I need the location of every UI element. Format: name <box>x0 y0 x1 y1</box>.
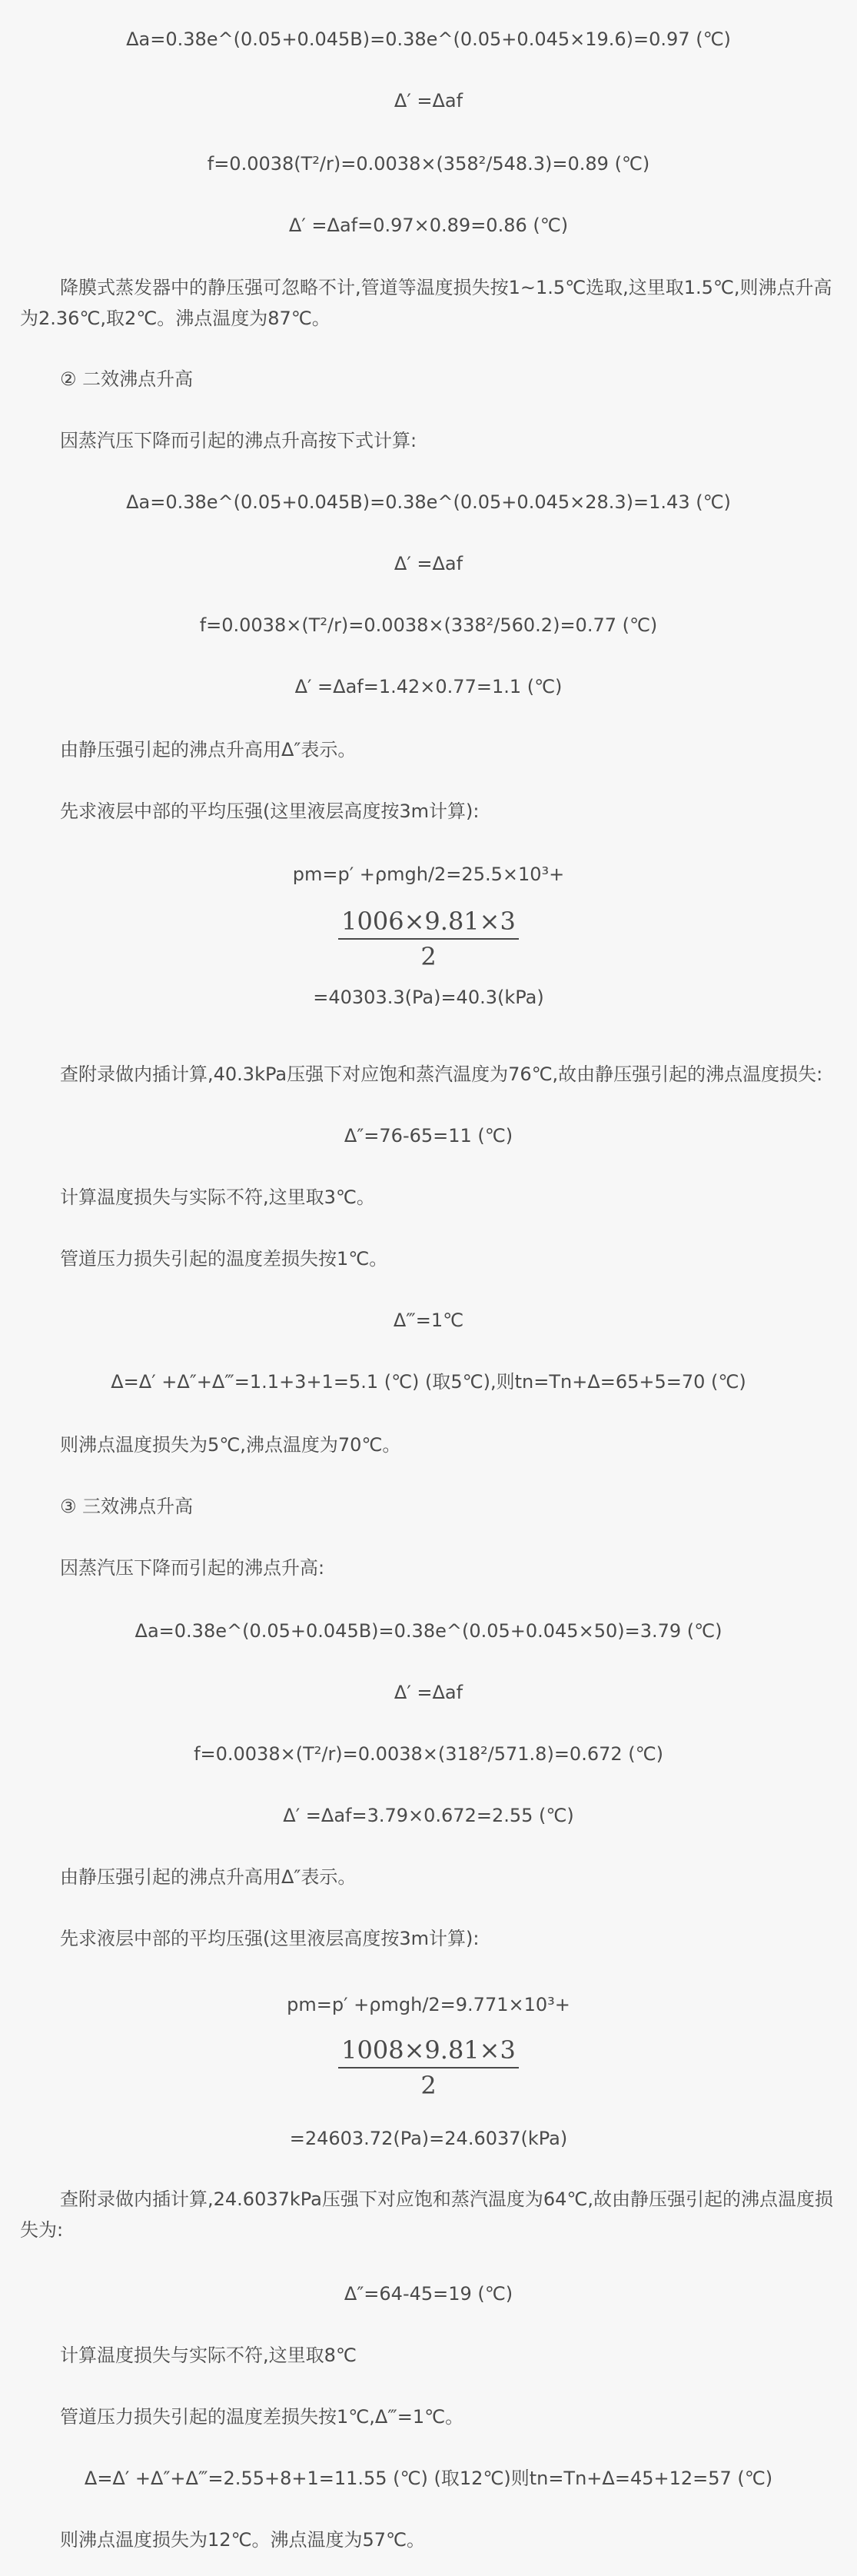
paragraph-interpolation-3: 查附录做内插计算,24.6037kPa压强下对应饱和蒸汽温度为64℃,故由静压强引起的沸点温度损失为: <box>20 2188 833 2241</box>
equation-delta-double-prime-2: Δ″=76-65=11 (℃) <box>344 1125 513 1147</box>
fraction-2 <box>0 2035 857 2102</box>
equation-f-2: f=0.0038×(T²/r)=0.0038×(338²/560.2)=0.77 (℃) <box>199 614 658 636</box>
equation-delta-prime-2: Δ′ =Δaf <box>394 553 463 574</box>
equation-delta-triple-prime-2: Δ‴=1℃ <box>393 1310 464 1331</box>
paragraph-pipe-loss-3: 管道压力损失引起的温度差损失按1℃,Δ‴=1℃。 <box>60 2406 464 2428</box>
section-heading-third-effect: ③ 三效沸点升高 <box>60 1496 194 1517</box>
paragraph-pipe-loss-2: 管道压力损失引起的温度差损失按1℃。 <box>60 1248 388 1270</box>
equation-pm-result-3: =24603.72(Pa)=24.6037(kPa) <box>289 2128 568 2149</box>
equation-f-3: f=0.0038×(T²/r)=0.0038×(318²/571.8)=0.672 (℃) <box>194 1743 663 1765</box>
paragraph-vapor-pressure-3: 因蒸汽压下降而引起的沸点升高: <box>60 1557 325 1579</box>
fraction-1-numerator: 1006×9.81×3 <box>338 906 519 940</box>
fraction-1-denominator: 2 <box>420 942 437 971</box>
equation-delta-prime-1: Δ′ =Δaf <box>394 90 463 111</box>
paragraph-mean-pressure-3: 先求液层中部的平均压强(这里液层高度按3m计算): <box>60 1928 480 1949</box>
paragraph-take-3: 计算温度损失与实际不符,这里取3℃。 <box>60 1186 375 1208</box>
equation-delta-result-1: Δ′ =Δaf=0.97×0.89=0.86 (℃) <box>288 215 569 236</box>
paragraph-vapor-pressure-2: 因蒸汽压下降而引起的沸点升高按下式计算: <box>60 430 417 451</box>
equation-delta-result-3: Δ′ =Δaf=3.79×0.672=2.55 (℃) <box>283 1805 574 1826</box>
equation-delta-double-prime-3: Δ″=64-45=19 (℃) <box>344 2283 513 2305</box>
paragraph-mean-pressure-2: 先求液层中部的平均压强(这里液层高度按3m计算): <box>60 800 480 822</box>
paragraph-interpolation-2: 查附录做内插计算,40.3kPa压强下对应饱和蒸汽温度为76℃,故由静压强引起的沸点温度损失: <box>60 1063 823 1085</box>
equation-pm-2: pm=p′ +ρmgh/2=25.5×10³+ <box>292 864 565 885</box>
equation-total-delta-2: Δ=Δ′ +Δ″+Δ‴=1.1+3+1=5.1 (℃) (取5℃),则tn=Tn+Δ=65+5=70 (℃) <box>111 1371 746 1393</box>
equation-delta-prime-3: Δ′ =Δaf <box>394 1682 463 1703</box>
paragraph-result-3: 则沸点温度损失为12℃。沸点温度为57℃。 <box>60 2529 425 2551</box>
equation-delta-a-2: Δa=0.38e^(0.05+0.045B)=0.38e^(0.05+0.045×28.3)=1.43 (℃) <box>126 491 731 513</box>
fraction-2-numerator: 1008×9.81×3 <box>338 2035 519 2068</box>
equation-delta-a-1: Δa=0.38e^(0.05+0.045B)=0.38e^(0.05+0.045×19.6)=0.97 (℃) <box>126 28 731 50</box>
equation-total-delta-3: Δ=Δ′ +Δ″+Δ‴=2.55+8+1=11.55 (℃) (取12℃)则tn=Tn+Δ=45+12=57 (℃) <box>84 2468 773 2489</box>
paragraph-take-8: 计算温度损失与实际不符,这里取8℃ <box>60 2345 357 2366</box>
fraction-1 <box>0 906 857 973</box>
equation-delta-a-3: Δa=0.38e^(0.05+0.045B)=0.38e^(0.05+0.045×50)=3.79 (℃) <box>135 1620 722 1642</box>
equation-pm-result-2: =40303.3(Pa)=40.3(kPa) <box>313 987 544 1008</box>
paragraph-static-pressure-3: 由静压强引起的沸点升高用Δ″表示。 <box>60 1866 357 1888</box>
paragraph-result-2: 则沸点温度损失为5℃,沸点温度为70℃。 <box>60 1434 401 1456</box>
section-heading-second-effect: ② 二效沸点升高 <box>60 368 194 390</box>
equation-pm-3: pm=p′ +ρmgh/2=9.771×10³+ <box>287 1994 570 2015</box>
paragraph-falling-film: 降膜式蒸发器中的静压强可忽略不计,管道等温度损失按1~1.5℃选取,这里取1.5℃,则沸点升高为2.36℃,取2℃。沸点温度为87℃。 <box>20 277 832 329</box>
equation-delta-result-2: Δ′ =Δaf=1.42×0.77=1.1 (℃) <box>294 676 563 697</box>
equation-f-1: f=0.0038(T²/r)=0.0038×(358²/548.3)=0.89 (℃) <box>207 153 650 175</box>
paragraph-static-pressure-2: 由静压强引起的沸点升高用Δ″表示。 <box>60 739 357 760</box>
fraction-2-denominator: 2 <box>420 2071 437 2100</box>
